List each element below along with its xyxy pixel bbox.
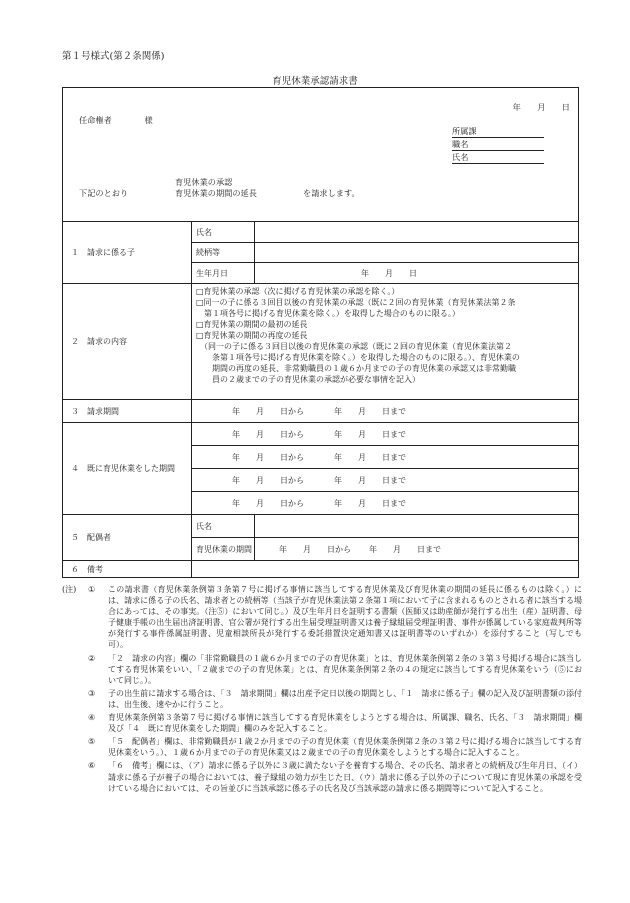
previous-period-1[interactable] [192,423,579,446]
note-item [62,688,582,710]
period-to: 年 月 日まで [334,429,406,439]
notes-label: (注) [62,585,77,594]
spouse-name-label: 氏名 [192,515,255,538]
request-header-box [62,87,579,222]
note-number: ⑥ [88,761,96,771]
previous-period-4[interactable] [192,492,579,515]
request-option-approval[interactable]: 育児休業の承認 [175,177,233,187]
option-first-extension[interactable]: □育児休業の期間の最初の延長 [196,320,308,329]
date-field[interactable]: 年 月 日 [512,102,570,112]
child-name-label: 氏名 [192,222,255,243]
section-3-label: ３ 請求期間 [63,400,192,423]
note-number: ② [88,653,96,663]
request-content-options [192,284,579,400]
request-period[interactable] [192,400,579,423]
spouse-period-input[interactable] [255,538,579,561]
note-item [62,712,582,734]
child-name-input[interactable] [255,222,579,243]
note-number: ④ [88,713,96,723]
period-to: 年 月 日まで [334,475,406,485]
period-from: 年 月 日から [232,452,304,462]
child-relation-input[interactable] [255,243,579,263]
child-birth-input[interactable]: 年 月 日 [255,263,579,284]
form-title: 育児休業承認請求書 [272,76,358,87]
child-relation-label: 続柄等 [192,243,255,263]
note-text: 育児休業条例第３条第７号に掲げる事情に該当してする育児休業をしようとする場合は、所属課、職名、氏名、「３ 請求期間」欄及び「４ 既に育児休業をした期間」欄のみを記入すること。 [108,713,582,734]
note-text: 「２ 請求の内容」欄の「非常勤職員の１歳６か月までの子の育児休業」とは、育児休業条例第２条の３第３号掲げる場合に該当してする育児休業をいい、「２歳までの子の育児休業」とは、育児休業条例第２条の４の規定に該当してする育児休業をいう（⑤において同じ。）。 [108,653,582,685]
note-number: ③ [88,688,96,698]
period-from: 年 月 日から [232,406,304,416]
option-second-extension[interactable]: □育児休業の期間の再度の延長 [196,331,308,340]
addressee: 任命権者 様 [79,115,153,125]
remarks-input[interactable] [192,561,579,578]
period-to: 年 月 日まで [334,406,406,416]
reason-instruction-3: 期間の再度の延長、非常勤職員の１歳６か月までの子の育児休業の承認又は非常勤職 [196,364,516,373]
previous-period-2[interactable] [192,446,579,469]
note-text: 「６ 備考」欄には、（ア）請求に係る子以外に３歳に満たない子を養育する場合、その氏名、請求者との続柄及び生年月日、（イ）請求に係る子が養子の場合においては、養子縁組の効力が生じた日、（ウ）請求に係る子以外の子について現に育児休業の承認を受けている場合においては、その旨並びに当該承認に係る子の氏名及び当該承認の請求に係る期間等について記入すること。 [108,761,582,793]
request-suffix: を請求します。 [303,188,360,198]
notes [62,584,582,794]
option-third-approval[interactable]: □同一の子に係る３回目以後の育児休業の承認（既に２回の育児休業（育児休業法第２条 [196,298,516,307]
request-table [62,221,579,578]
period-from: 年 月 日から [232,475,304,485]
note-item [62,653,582,686]
child-birth-label: 生年月日 [192,263,255,284]
period-to: 年 月 日まで [334,498,406,508]
note-number: ① [88,585,96,594]
option-approval[interactable]: □育児休業の承認（次に掲げる育児休業の承認を除く。） [196,287,400,296]
job-title-field[interactable]: 職名 [452,139,544,151]
request-option-extension[interactable]: 育児休業の期間の延長 [175,188,257,198]
note-item [62,584,582,651]
request-prefix: 下記のとおり [79,188,129,198]
note-item [62,760,582,793]
spouse-name-input[interactable] [255,515,579,538]
reason-instruction-2: 条第１項各号に掲げる育児休業を除く。）を取得した場合のものに限る。）、育児休業の [196,353,520,362]
note-item [62,736,582,758]
period-to: 年 月 日まで [369,544,441,554]
previous-period-3[interactable] [192,469,579,492]
period-from: 年 月 日から [232,429,304,439]
name-field[interactable]: 氏名 [452,152,544,164]
note-text: 子の出生前に請求する場合は、「３ 請求期間」欄は出産予定日以後の期間とし、「１ 請求に係る子」欄の記入及び証明書類の添付は、出生後、速やかに行うこと。 [108,688,582,709]
section-2-label: ２ 請求の内容 [63,284,192,400]
note-text: 「５ 配偶者」欄は、非常勤職員が１歳２か月までの子の育児休業（育児休業条例第２条の３第２号に掲げる場合に該当してする育児休業をいう。）、１歳６か月までの子の育児休業又は２歳までの子の育児休業をしようとする場合に記入すること。 [108,737,582,758]
period-to: 年 月 日まで [334,452,406,462]
section-4-label: ４ 既に育児休業をした期間 [63,423,192,515]
reason-instruction-4: 員の２歳までの子の育児休業の承認が必要な事情を記入） [196,375,420,384]
reason-instruction-1: （同一の子に係る３回目以後の育児休業の承認（既に２回の育児休業（育児休業法第２ [196,342,512,351]
option-third-approval-cont: 第１項各号に掲げる育児休業を除く。）を取得した場合のものに限る。） [196,309,460,318]
form-number: 第１号様式(第２条関係) [62,51,165,62]
section-6-label: ６ 備考 [63,561,192,578]
spouse-period-label: 育児休業の期間 [192,538,255,561]
section-5-label: ５ 配偶者 [63,515,192,561]
note-text: この請求書（育児休業条例第３条第７号に掲げる事情に該当してする育児休業及び育児休業の期間の延長に係るものは除く。）には、請求に係る子の氏名、請求者との続柄等（当該子が育児休業法第２条第１項において子に含まれるものとされる者に該当する場合にあっては、その事実。（注⑤）において同じ。）及び生年月日を証明する書類（医師又は助産師が発行する出生（産）証明書、母子健康手帳の出生届出済証明書、官公署が発行する出生届受理証明書又は養子縁組届受理証明書、事件が係属している家庭裁判所等が発行する事件係属証明書、児童相談所長が発行する委託措置決定通知書又は証明書等のいずれか）を添付すること（写しでも可）。 [108,585,582,650]
period-from: 年 月 日から [279,544,351,554]
department-field[interactable]: 所属課 [452,126,544,138]
period-from: 年 月 日から [232,498,304,508]
note-number: ⑤ [88,737,96,747]
section-1-label: １ 請求に係る子 [63,222,192,284]
